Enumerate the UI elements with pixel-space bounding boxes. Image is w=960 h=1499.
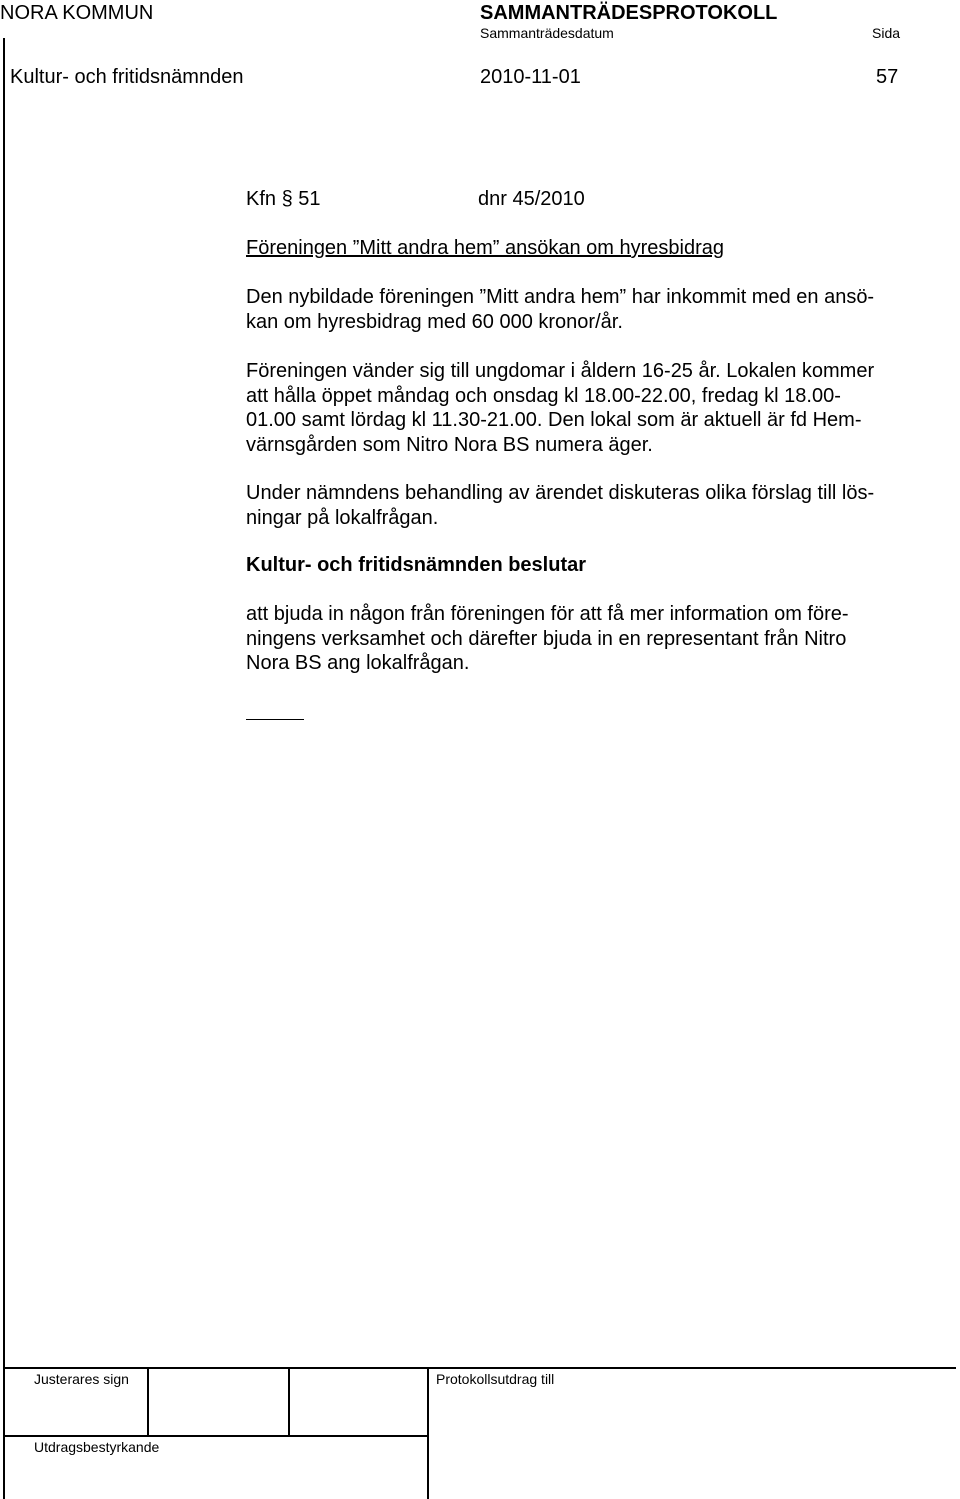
text-line: att hålla öppet måndag och onsdag kl 18.00-22.00, fredag kl 18.00- xyxy=(246,384,841,407)
adjuster-sign-label: Justerares sign xyxy=(34,1371,129,1387)
left-margin-rule xyxy=(3,38,5,1499)
paragraph-ref: Kfn § 51 xyxy=(246,188,321,210)
footer-divider xyxy=(147,1367,149,1435)
meeting-date-label: Sammanträdesdatum xyxy=(480,25,614,41)
text-line: Under nämndens behandling av ärendet diskuteras olika förslag till lös- xyxy=(246,482,875,504)
text-line: 01.00 samt lördag kl 11.30-21.00. Den lokal som är aktuell är fd Hem- xyxy=(246,409,862,431)
document-type: SAMMANTRÄDESPROTOKOLL xyxy=(480,2,778,24)
diary-number: dnr 45/2010 xyxy=(478,188,585,210)
decision-heading-text: Kultur- och fritidsnämnden beslutar xyxy=(246,554,587,576)
organization-name: NORA KOMMUN xyxy=(0,2,154,24)
footer-divider xyxy=(427,1367,429,1499)
footer-top-rule xyxy=(3,1367,956,1369)
text-line: värnsgården som Nitro Nora BS numera äger. xyxy=(246,433,653,456)
text-line: Nora BS ang lokalfrågan. xyxy=(246,652,470,674)
extract-certifier-label: Utdragsbestyrkande xyxy=(34,1439,160,1455)
text-line: ningens verksamhet och därefter bjuda in en representant från Nitro xyxy=(246,627,847,650)
paragraph-3 xyxy=(246,481,906,530)
page-label: Sida xyxy=(872,25,901,41)
footer-middle-rule xyxy=(3,1435,429,1437)
page-number: 57 xyxy=(876,66,899,88)
decision-heading xyxy=(246,553,906,578)
text-line: Den nybildade föreningen ”Mitt andra hem” har inkommit med en ansö- xyxy=(246,286,875,308)
extract-to-label: Protokollsutdrag till xyxy=(436,1371,555,1387)
case-title: Föreningen ”Mitt andra hem” ansökan om hyresbidrag xyxy=(246,237,725,259)
text-line: Föreningen vänder sig till ungdomar i åldern 16-25 år. Lokalen kommer xyxy=(246,360,875,382)
committee-name: Kultur- och fritidsnämnden xyxy=(10,66,244,88)
text-line: att bjuda in någon från föreningen för att få mer information om före- xyxy=(246,603,849,625)
decision-text xyxy=(246,602,906,676)
paragraph-1 xyxy=(246,285,906,334)
text-line: kan om hyresbidrag med 60 000 kronor/år. xyxy=(246,310,623,333)
paragraph-2 xyxy=(246,359,906,457)
text-line: ningar på lokalfrågan. xyxy=(246,506,439,529)
end-of-section-rule xyxy=(246,719,304,720)
meeting-date: 2010-11-01 xyxy=(480,66,581,88)
footer-divider xyxy=(288,1367,290,1435)
